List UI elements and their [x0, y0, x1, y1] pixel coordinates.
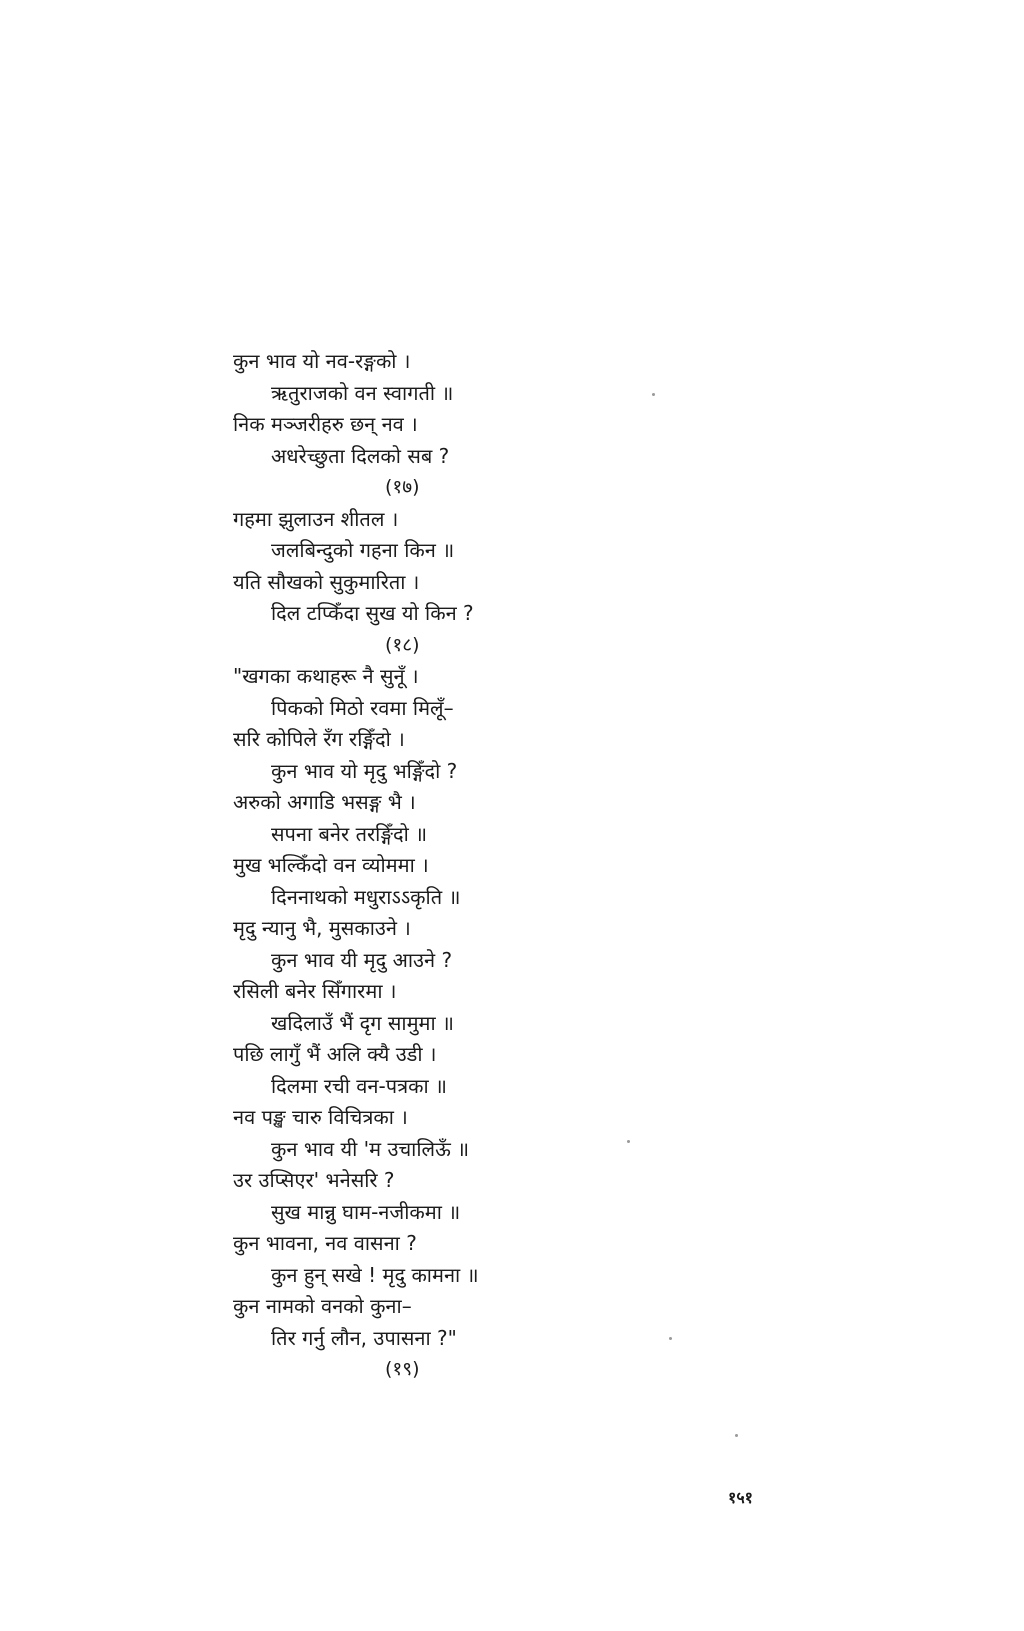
page-number: १५१ — [728, 1488, 753, 1507]
stanza-17 — [233, 346, 593, 504]
poem-body — [233, 346, 593, 1386]
stanza-number: (१९) — [385, 1358, 420, 1380]
verse-line: कुन नामको वनको कुना– — [233, 1294, 412, 1318]
stanza-19 — [233, 661, 593, 1386]
verse-line: सपना बनेर तरङ्गिँदो ॥ — [271, 821, 428, 846]
verse-line: निक मञ्जरीहरु छन् नव । — [233, 412, 418, 436]
verse-line: कुन भाव यो नव-रङ्गको । — [233, 349, 411, 373]
verse-line: पिकको मिठो रवमा मिलूँ– — [271, 695, 454, 720]
verse-line: दिननाथको मधुराऽऽकृति ॥ — [271, 884, 461, 909]
verse-line: कुन भाव यो मृदु भङ्गिँदो ? — [271, 758, 458, 783]
verse-line: उर उप्सिएर' भनेसरि ? — [233, 1168, 395, 1192]
verse-line: पछि लागुँ भैं अलि क्यै उडी । — [233, 1042, 437, 1066]
verse-line: दिल टप्किँदा सुख यो किन ? — [271, 601, 474, 625]
scan-speck — [652, 393, 655, 396]
scan-speck — [627, 1140, 630, 1143]
verse-line: अरुको अगाडि भसङ्ग भै । — [233, 790, 416, 814]
stanza-18 — [233, 504, 593, 662]
verse-line: "खगका कथाहरू नै सुनूँ । — [233, 664, 419, 688]
stanza-number: (१८) — [385, 633, 420, 656]
verse-line: कुन भावना, नव वासना ? — [233, 1231, 417, 1255]
verse-line: जलबिन्दुको गहना किन ॥ — [271, 538, 455, 562]
verse-line: रसिली बनेर सिँगारमा । — [233, 979, 397, 1003]
verse-line: तिर गर्नु लौन, उपासना ?" — [271, 1325, 457, 1350]
verse-line: मुख भल्किँदो वन व्योममा । — [233, 853, 429, 877]
verse-line: अधरेच्छुता दिलको सब ? — [271, 443, 450, 468]
scan-speck — [669, 1337, 672, 1340]
verse-line: दिलमा रची वन-पत्रका ॥ — [271, 1073, 447, 1098]
stanza-number: (१७) — [385, 476, 420, 498]
verse-line: खदिलाउँ भैं दृग सामुमा ॥ — [271, 1010, 455, 1035]
verse-line: यति सौखको सुकुमारिता । — [233, 569, 420, 594]
verse-line: कुन भाव यी 'म उचालिऊँ ॥ — [271, 1136, 470, 1161]
verse-line: कुन भाव यी मृदु आउने ? — [271, 947, 453, 972]
verse-line: सरि कोपिले रँग रङ्गिँदो । — [233, 727, 405, 751]
scan-speck — [735, 1434, 738, 1437]
verse-line: गहमा झुलाउन शीतल । — [233, 506, 399, 531]
verse-line: मृदु न्यानु भै, मुसकाउने । — [233, 916, 411, 940]
verse-line: नव पङ्ख चारु विचित्रका । — [233, 1105, 408, 1129]
verse-line: ऋतुराजको वन स्वागती ॥ — [271, 380, 454, 405]
verse-line: सुख मान्नु घाम-नजीकमा ॥ — [271, 1199, 461, 1224]
verse-line: कुन हुन् सखे ! मृदु कामना ॥ — [271, 1262, 479, 1287]
